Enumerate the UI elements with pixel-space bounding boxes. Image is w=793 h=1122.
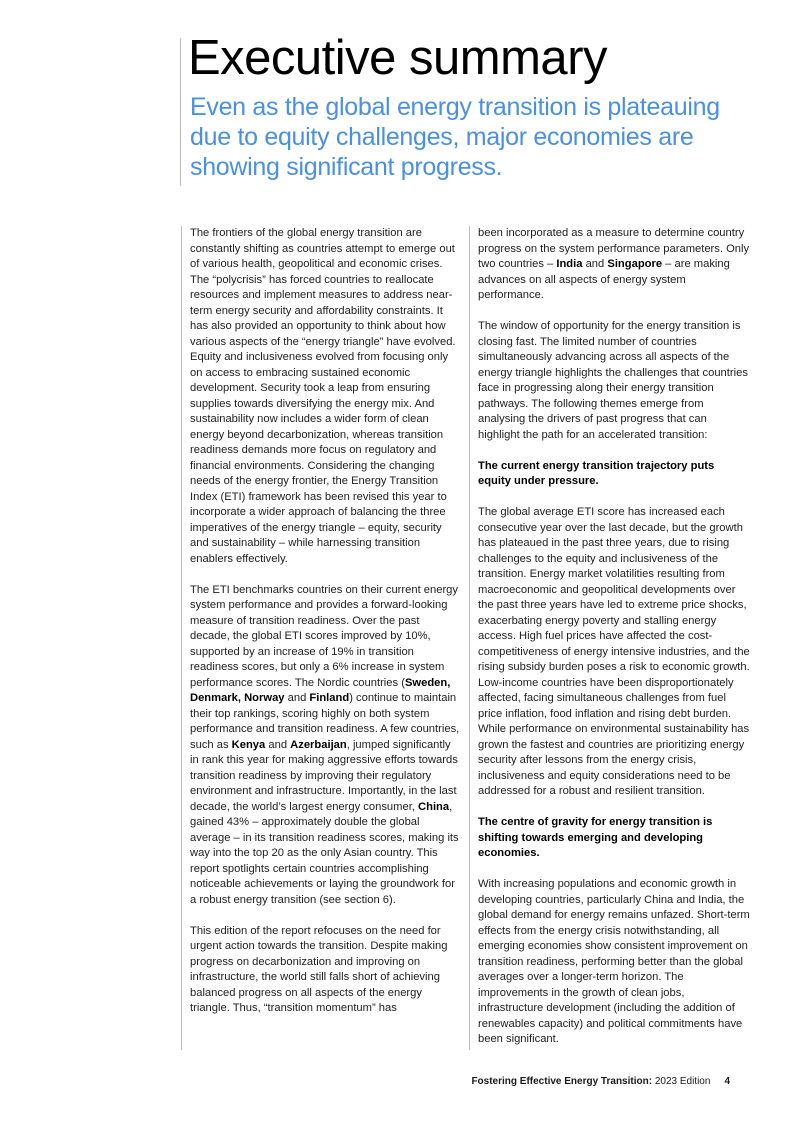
section-heading: The current energy transition trajectory puts equity under pressure.: [478, 459, 715, 487]
paragraph: The window of opportunity for the energy transition is closing fast. The limited number of countries simultaneously advancing across all aspects of the energy triangle highlights the challenges that countries face in progressing along their energy transition pathways. The following themes emerge from analysing the drivers of past progress that can highlight the path for an accelerated transition:: [478, 320, 748, 441]
country-highlight: China: [418, 800, 450, 813]
right-column-rule: [469, 226, 470, 1050]
country-highlight: Sweden, Denmark, Norway: [190, 676, 451, 704]
edition-label: 2023 Edition: [652, 1076, 711, 1087]
page-footer: [471, 1076, 730, 1087]
page-number: 4: [724, 1076, 730, 1087]
country-highlight: Azerbaijan: [290, 738, 347, 751]
paragraph: This edition of the report refocuses on the need for urgent action towards the transition. Despite making progress on decarbonization and improving on infrastructure, the world still falls short of achieving balanced progress on all aspects of the energy triangle. Thus, “transition momentum” has: [190, 924, 448, 1014]
country-highlight: India: [556, 258, 583, 270]
left-column-rule: [181, 226, 182, 1050]
page-subtitle: Even as the global energy transition is plateauing due to equity challenges, major economies are showing significant progress.: [190, 93, 720, 181]
paragraph: The ETI benchmarks countries on their current energy system performance and provides a forward-looking measure of transition readiness. Over the past decade, the global ETI scores improved by 10%, supported by an increase of 19% in transition readiness scores, but only a 6% increase in system performance scores. The Nordic countries (Sweden, Denmark, Norway and Finland) continue to maintain their top rankings, scoring highly on both system performance and transition readiness. A few countries, such as Kenya and Azerbaijan, jumped significantly in rank this year for making aggressive efforts towards transition readiness by improving their regulatory environment and infrastructure. Importantly, in the last decade, the world’s largest energy consumer, China, gained 43% – approximately double the global average – in its transition readiness scores, making its way into the top 20 as the only Asian country. This report spotlights certain countries accomplishing noticeable achievements or laying the groundwork for a robust energy transition (see section 6).: [190, 583, 460, 906]
section-heading: The centre of gravity for energy transition is shifting towards emerging and developing economies.: [478, 816, 713, 859]
country-highlight: Finland: [309, 692, 350, 704]
paragraph: With increasing populations and economic growth in developing countries, particularly China and India, the global demand for energy remains unfazed. Short-term effects from the energy crisis notwithstanding, all emerging economies show consistent improvement on transition readiness, performing better than the global averages over a longer-term horizon. The improvements in the growth of clean jobs, infrastructure development (including the addition of renewables capacity) and political commitments have been significant.: [478, 878, 750, 1045]
left-column: [190, 226, 462, 1032]
paragraph: The global average ETI score has increased each consecutive year over the last decade, but the growth has plateaued in the past three years, due to rising challenges to the equity and inclusiveness of the transition. Energy market volatilities resulting from macroeconomic and geopolitical developments over the past three years have led to extreme price shocks, exacerbating energy poverty and stalling energy access. High fuel prices have affected the cost-competitiveness of energy intensive industries, and the rising subsidy burden poses a risk to economic growth. Low-income countries have been disproportionately affected, facing simultaneous challenges from fuel price inflation, food inflation and rising debt burden. While performance on environmental sustainability has grown the fastest and countries are prioritizing energy security after lessons from the energy crisis, inclusiveness and equity considerations need to be addressed for a robust and resilient transition.: [478, 506, 750, 797]
header-rule: [180, 38, 181, 186]
right-column: [478, 226, 750, 1063]
paragraph: been incorporated as a measure to determine country progress on the system performance parameters. Only two countries – India and Singapore – are making advances on all aspects of energy system performance.: [478, 227, 750, 301]
country-highlight: Singapore: [607, 258, 663, 270]
page-title: Executive summary: [188, 31, 608, 85]
publication-title: Fostering Effective Energy Transition:: [471, 1076, 653, 1087]
country-highlight: Kenya: [231, 738, 266, 751]
paragraph: The frontiers of the global energy transition are constantly shifting as countries attempt to emerge out of various health, geopolitical and economic crises. The “polycrisis” has forced countries to reallocate resources and implement measures to address near-term energy security and affordability constraints. It has also provided an opportunity to think about how various aspects of the “energy triangle” have evolved. Equity and inclusiveness evolved from focusing only on access to embracing sustained economic development. Security took a leap from ensuring supplies towards diversifying the energy mix. And sustainability now includes a wider form of clean energy beyond decarbonization, whereas transition readiness demands more focus on regulatory and financial environments. Considering the changing needs of the energy frontier, the Energy Transition Index (ETI) framework has been revised this year to incorporate a wider approach of balancing the three imperatives of the energy triangle – equity, security and sustainability – while harnessing transition enablers effectively.: [190, 227, 456, 565]
